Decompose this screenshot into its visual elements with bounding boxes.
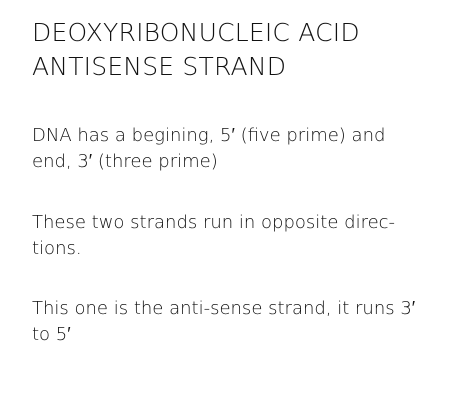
title-line: DEOXYRIBONUCLEIC ACID xyxy=(32,18,360,47)
document-title xyxy=(32,16,452,84)
paragraph-antisense-strand xyxy=(32,296,442,348)
paragraph-opposite-directions xyxy=(32,210,442,262)
paragraph-line: tions. xyxy=(32,238,82,259)
paragraph-line: to 5′ xyxy=(32,324,71,345)
title-line: ANTISENSE STRAND xyxy=(32,52,287,81)
paragraph-dna-direction xyxy=(32,123,442,175)
paragraph-line: end, 3′ (three prime) xyxy=(32,151,218,172)
paragraph-line: DNA has a begining, 5′ (five prime) and xyxy=(32,125,386,146)
paragraph-line: This one is the anti-sense strand, it runs 3′ xyxy=(32,298,416,319)
paragraph-line: These two strands run in opposite direc- xyxy=(32,212,396,233)
